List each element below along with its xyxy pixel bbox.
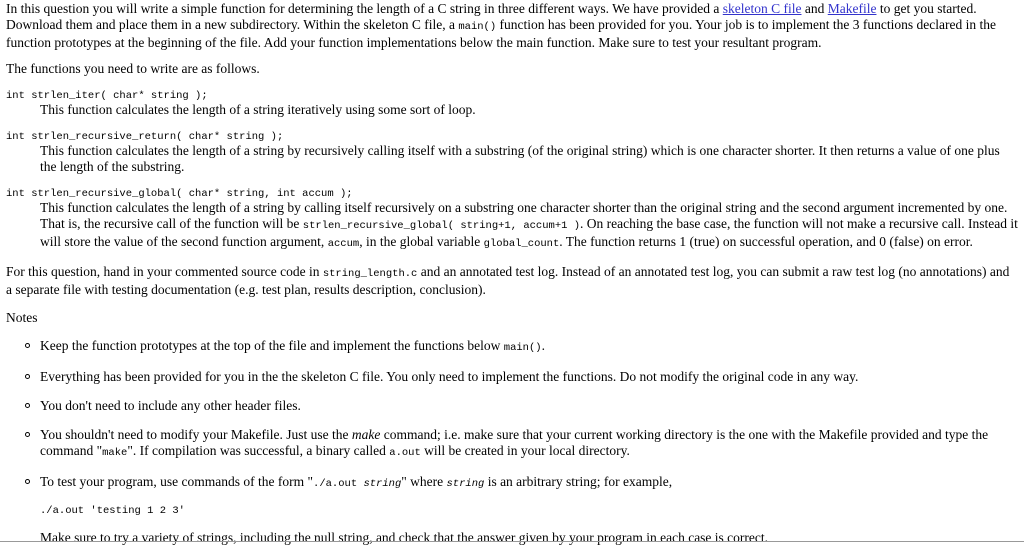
makefile-link[interactable]: Makefile — [827, 1, 877, 16]
handin-text-2: and an annotated test log. Instead of an annotated test log, you can submit a raw test log (no annotations) and a separate file with testing documentation (e.g. test plan, results description, conclusion). — [6, 264, 1010, 297]
note-5-code: ./a.out — [313, 478, 364, 490]
note-item-testing — [6, 474, 1018, 492]
intro-text-1: In this question you will write a simple function for determining the length of a C string in three different ways. We have provided a — [6, 1, 723, 16]
note-4-em-make: make — [351, 427, 381, 442]
description-strlen-recursive-return: This function calculates the length of a string by recursively calling itself with a substring (of the original string) which is one character shorter. It then returns a value of one plus the length of the substring. — [40, 143, 1000, 174]
intro-code-main: main() — [458, 21, 497, 33]
desc-global-text-4: . The function returns 1 (true) on successful operation, and 0 (false) on error. — [559, 234, 973, 249]
note-4-text-d: will be created in your local directory. — [420, 443, 630, 458]
desc-global-code-accum: accum — [327, 238, 360, 250]
handin-text-1: For this question, hand in your commented source code in — [6, 264, 323, 279]
intro-paragraph — [6, 1, 1018, 51]
note-5-em-string-2: string — [446, 478, 485, 490]
note-5-em-string: string — [363, 478, 402, 490]
description-strlen-recursive-global — [40, 200, 1018, 252]
desc-global-text-3: , in the global variable — [359, 234, 484, 249]
note-item-makefile — [6, 427, 1018, 461]
note-1-text-a: Keep the function prototypes at the top of the file and implement the functions below — [40, 338, 504, 353]
bullet-icon — [25, 403, 30, 408]
note-5-text-b: " where — [401, 474, 447, 489]
description-strlen-iter: This function calculates the length of a string iteratively using some sort of loop. — [40, 102, 476, 117]
desc-global-text-1: This function calculates the length of a string by calling itself recursively on a substring one character shorter than the original string and the second argument incremented by one. That is, the recursive call of the function will be — [40, 200, 1008, 231]
handin-paragraph — [6, 264, 1018, 298]
note-2-text: Everything has been provided for you in the the skeleton C file. You only need to implement the functions. Do not modify the original code in any way. — [40, 369, 859, 384]
intro-text-2: and — [801, 1, 828, 16]
desc-global-code-call: strlen_recursive_global( string+1, accum+1 ) — [302, 220, 581, 232]
prototype-strlen-iter: int strlen_iter( char* string ); — [6, 90, 208, 102]
note-4-text-a: You shouldn't need to modify your Makefile. Just use the — [40, 427, 352, 442]
bullet-icon — [25, 432, 30, 437]
note-4-text-b: command; i.e. make sure that your current working directory is the one with the Makefile provided and type the command " — [40, 427, 989, 458]
note-4-code-make: make — [102, 447, 128, 459]
bullet-icon — [25, 343, 30, 348]
example-command: ./a.out 'testing 1 2 3' — [40, 505, 185, 517]
intro-text-4: function has been provided for you. Your job is to implement the 3 functions declared in the function prototypes at the beginning of the file. Add your function implementations below the main function. Make sure to test your resultant program. — [6, 17, 996, 50]
note-5-text-c: is an arbitrary string; for example, — [484, 474, 673, 489]
bullet-icon — [25, 479, 30, 484]
prototype-strlen-recursive-global: int strlen_recursive_global( char* string, int accum ); — [6, 188, 353, 200]
note-1-code: main() — [503, 342, 542, 354]
notes-list — [6, 338, 1018, 492]
intro-text-3: to get you started. Download them and place them in a new subdirectory. Within the skeleton C file, a — [6, 1, 977, 32]
bottom-divider — [0, 541, 1024, 542]
testing-advice: Make sure to try a variety of strings, including the null string, and check that the answer given by your program in each case is correct. — [40, 530, 769, 545]
note-4-text-c: ". If compilation was successful, a binary called — [127, 443, 390, 458]
skeleton-c-file-link[interactable]: skeleton C file — [722, 1, 802, 16]
note-1-text-b: . — [541, 338, 545, 353]
functions-heading: The functions you need to write are as follows. — [6, 61, 260, 76]
bullet-icon — [25, 374, 30, 379]
handin-code-file: string_length.c — [322, 268, 418, 280]
note-3-text: You don't need to include any other header files. — [40, 398, 301, 413]
note-4-code-aout: a.out — [389, 447, 421, 459]
note-item-headers — [6, 398, 1018, 414]
prototype-strlen-recursive-return: int strlen_recursive_return( char* string ); — [6, 131, 284, 143]
desc-global-code-global-count: global_count — [483, 238, 560, 250]
desc-global-text-2: . On reaching the base case, the function will not make a recursive call. Instead it will store the value of the second function argument, — [40, 216, 1018, 249]
notes-heading: Notes — [6, 310, 38, 325]
note-5-text-a: To test your program, use commands of the form " — [40, 474, 314, 489]
note-item-skeleton — [6, 369, 1018, 385]
note-item-prototypes — [6, 338, 1018, 356]
